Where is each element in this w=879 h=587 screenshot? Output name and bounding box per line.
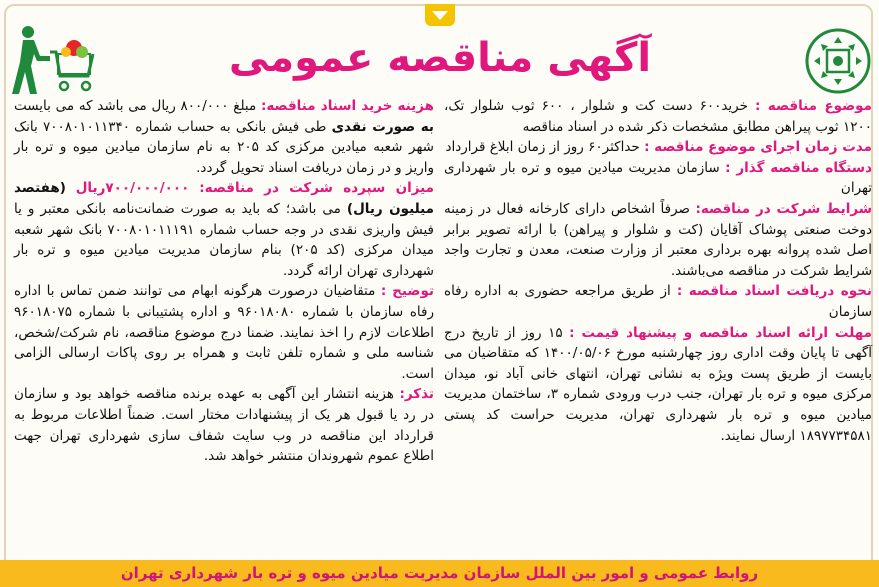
organizer-text: سازمان مدیریت میادین میوه و تره بار شهرداری تهران (444, 159, 872, 197)
subject-paragraph (444, 96, 872, 137)
explanation-text: متقاضیان درصورت هرگونه ابهام می توانند ضمن تماس با اداره رفاه سازمان با شماره ۹۶۰۱۸۰۸۰ و اداره پشتیبانی با شماره ۹۶۰۱۸۰۷۵ اطلاعات لازم را اخذ نمایند. ضمنا درج موضوع مناقصه، نام شرکت/شخص، شناسه ملی و شماره تلفن ثابت و همراه بر روی پاکات ارسالی الزامی است. (14, 283, 434, 382)
duration-paragraph (444, 137, 872, 158)
shopper-cart-icon (12, 24, 96, 96)
conditions-text: صرفاً اشخاص دارای کارخانه فعال در زمینه دوخت صنعتی پوشاک آقایان (کت و شلوار و پیراهن) با ارائه تصویر برابر اصل شده پروانه بهره برداری معتبر از وزارت صنعت، معدن و تجارت واجد شرایط شرکت در مناقصه می‌باشند. (444, 200, 872, 279)
organizer-label: دستگاه مناقصه گذار : (725, 159, 872, 176)
deposit-text: می باشد؛ که باید به صورت ضمانت‌نامه بانکی معتبر و یا فیش واریزی نقدی در وجه حساب شماره ۷۰۰۸۰۱۰۱۱۱۹۱ بانک شهر شعبه میدان مرکزی (کد ۲۰۵) بنام سازمان مدیریت میادین میوه و تره بار شهرداری تهران ارائه گردد. (14, 200, 435, 279)
duration-text: حداکثر۶۰ روز از زمان ابلاغ قرارداد (445, 139, 645, 156)
conditions-label: شرایط شرکت در مناقصه: (695, 200, 872, 217)
page-title: آگهی مناقصه عمومی (228, 35, 652, 81)
tehran-municipality-logo-icon (805, 28, 871, 94)
deadline-text: ۱۵ روز از تاریخ درج آگهی تا پایان وقت اداری روز چهارشنبه مورخ ۱۴۰۰/۰۵/۰۶ که متقاضیان می بایست از طریق پست ویژه به نشانی تهران، انتهای خانی آباد نو، میدان مرکزی میوه و تره بار تهران، جنب درب ورودی شماره ۳، ساختمان مدیریت میادین میوه و تره بار شهرداری تهران، مدیریت حراست کد پستی ۱۸۹۷۷۳۴۵۸۱ ارسال نمایند. (444, 324, 873, 444)
reminder-text: هزینه انتشار این آگهی به عهده برنده مناقصه خواهد بود و سازمان در رد یا قبول هر یک از پیشنهادات مختار است. ضمناً اطلاعات مربوط به قرارداد این مناقصه در وب سایت شفاف سازی شهرداری تهران جهت اطلاع عموم شهروندان منتشر خواهد شد. (14, 386, 434, 465)
fee-paragraph (14, 96, 434, 178)
deadline-paragraph (444, 323, 872, 447)
deposit-label: میزان سپرده شرکت در مناقصه: (199, 180, 434, 197)
deposit-paragraph (14, 178, 434, 281)
reminder-paragraph (14, 384, 434, 466)
deposit-amount: ۷۰۰/۰۰۰/۰۰۰ریال (75, 180, 190, 197)
subject-text: خرید۶۰۰ دست کت و شلوار ، ۶۰۰ ثوب شلوار تک، ۱۲۰۰ ثوب پیراهن مطابق مشخصات ذکر شده در اسناد مناقصه (444, 98, 872, 135)
fee-bold: به صورت نقدی (331, 118, 435, 135)
chevron-down-icon (432, 11, 448, 20)
explanation-label: توضیح : (380, 283, 434, 300)
fee-text-2: طی فیش بانکی به حساب شماره ۷۰۰۸۰۱۰۱۱۳۴۰ بانک شهر شعبه میادین مرکزی کد ۲۰۵ به نام سازمان میادین میوه و تره بار واریز و در زمان دریافت اسناد تحویل گردد. (14, 118, 434, 176)
left-column (14, 96, 434, 467)
deadline-label: مهلت ارائه اسناد مناقصه و پیشنهاد قیمت : (569, 324, 872, 341)
footer-bar: روابط عمومی و امور بین الملل سازمان مدیریت میادین میوه و تره بار شهرداری تهران (0, 560, 879, 587)
receipt-label: نحوه دریافت اسناد مناقصه : (676, 283, 872, 300)
explanation-paragraph (14, 281, 434, 384)
fee-text-1: مبلغ ۸۰۰/۰۰۰ ریال می باشد که می بایست (14, 98, 261, 114)
subject-label: موضوع مناقصه : (754, 98, 872, 114)
organizer-paragraph (444, 158, 872, 199)
right-column (444, 96, 872, 446)
deposit-amount-words: (هفتصد میلیون ریال) (14, 180, 434, 217)
receipt-text: از طریق مراجعه حضوری به اداره رفاه سازمان (444, 283, 872, 320)
conditions-paragraph (444, 199, 872, 281)
top-tab (425, 4, 455, 26)
reminder-label: تذکر: (399, 386, 434, 403)
receipt-paragraph (444, 281, 872, 322)
duration-label: مدت زمان اجرای موضوع مناقصه : (644, 139, 872, 156)
fee-label: هزینه خرید اسناد مناقصه: (260, 98, 434, 114)
